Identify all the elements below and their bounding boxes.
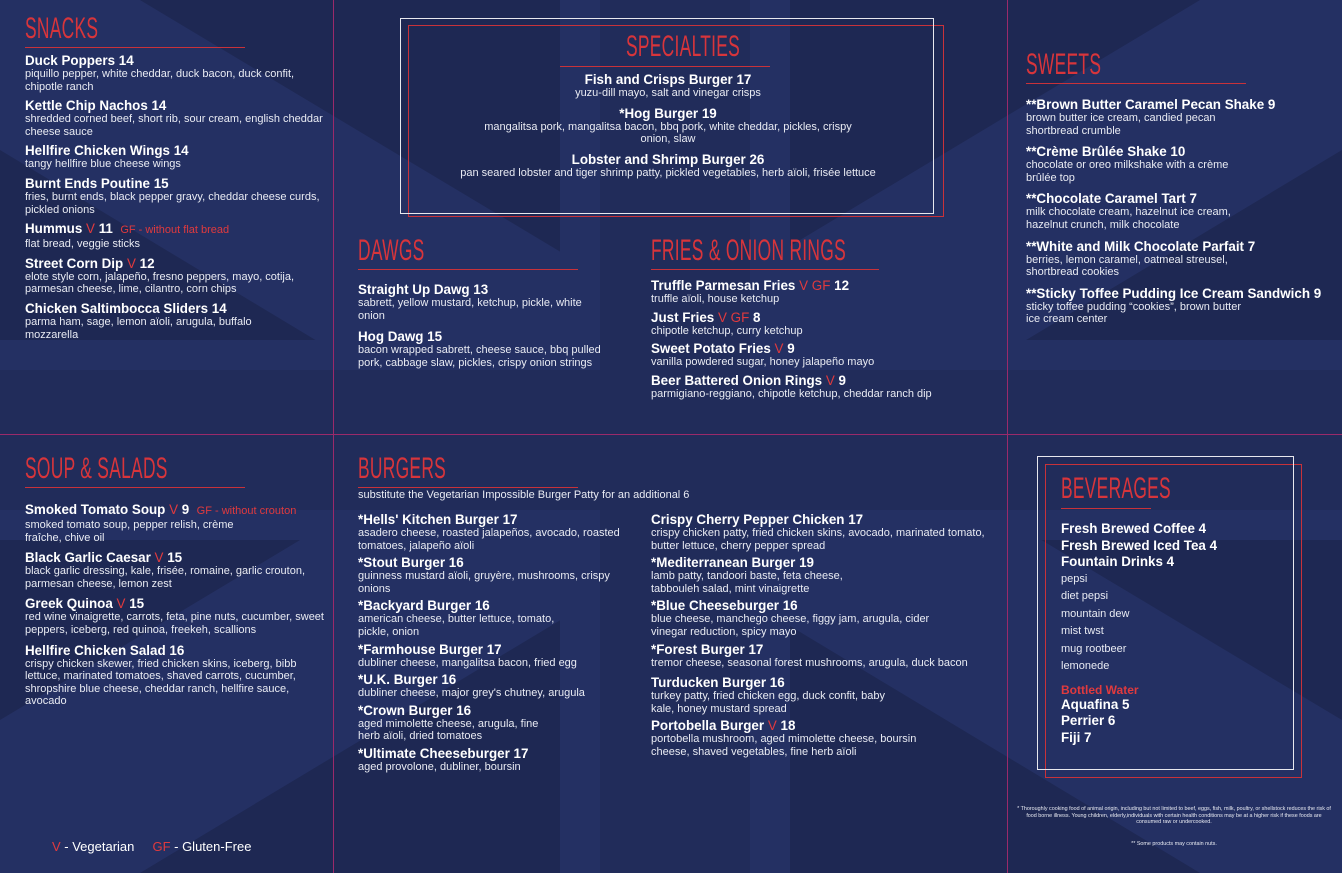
menu-item <box>358 512 643 552</box>
item-name: Straight Up Dawg 13 <box>358 282 489 297</box>
legend-gf-mark: GF <box>152 839 171 854</box>
menu-item <box>25 221 325 251</box>
menu-item <box>358 703 643 743</box>
menu-item <box>25 143 325 171</box>
item-name: Hellfire Chicken Salad 16 <box>25 642 185 658</box>
menu-item <box>651 512 1001 552</box>
item-name: Crispy Cherry Pepper Chicken 17 <box>651 512 864 527</box>
menu-item <box>25 301 325 341</box>
item-name: Beer Battered Onion Rings <box>651 372 823 388</box>
item-name: Smoked Tomato Soup <box>25 502 166 517</box>
menu-item <box>25 98 325 138</box>
item-desc: mangalitsa pork, mangalitsa bacon, bbq pork, white cheddar, pickles, crispy onion, slaw <box>484 120 852 146</box>
item-desc: brown butter ice cream, candied pecan shortbread crumble <box>1026 112 1216 137</box>
menu-item <box>1026 191 1326 231</box>
item-name: *Stout Burger 16 <box>358 555 464 571</box>
menu-item <box>25 643 325 708</box>
item-desc: fries, burnt ends, black pepper gravy, cheddar cheese curds, pickled onions <box>25 190 320 216</box>
item-name: *Crown Burger 16 <box>358 702 472 718</box>
fries-list <box>651 278 1001 400</box>
vegetarian-mark: V <box>126 255 136 271</box>
specialties-underline <box>560 66 770 67</box>
item-name: *Hog Burger 19 <box>619 105 717 121</box>
vegetarian-mark: V <box>718 309 727 325</box>
menu-item <box>25 176 325 216</box>
item-desc: sticky toffee pudding “cookies”, brown butter ice cream center <box>1026 300 1242 326</box>
sweets-list <box>1026 97 1326 326</box>
item-name-row <box>25 221 325 238</box>
beverages-underline <box>1061 508 1151 509</box>
item-name: Portobella Burger <box>651 718 765 734</box>
item-desc: yuzu-dill mayo, salt and vinegar crisps <box>575 87 761 99</box>
item-name-row <box>25 256 325 271</box>
item-price: 12 <box>139 255 155 271</box>
item-name: *Hells' Kitchen Burger 17 <box>358 512 518 527</box>
item-name: Fish and Crisps Burger 17 <box>584 72 752 87</box>
vegetarian-mark: V <box>799 278 809 293</box>
item-desc: parmigiano-reggiano, chipotle ketchup, cheddar ranch dip <box>651 387 932 400</box>
item-desc: shredded corned beef, short rib, sour cream, english cheddar cheese sauce <box>25 113 323 138</box>
item-name: Kettle Chip Nachos 14 <box>25 98 167 114</box>
divider-vertical-right <box>1007 0 1008 873</box>
section-title-fries: FRIES & ONION RINGS <box>651 234 847 267</box>
item-desc: truffle aïoli, house ketchup <box>651 293 780 305</box>
item-name-row <box>651 278 1001 293</box>
vegetarian-mark: V <box>154 550 164 566</box>
section-title-specialties: SPECIALTIES <box>626 30 741 63</box>
item-desc: milk chocolate cream, hazelnut ice cream, hazelnut crunch, milk chocolate <box>1026 206 1231 231</box>
menu-item <box>25 596 325 636</box>
menu-item <box>651 598 1001 638</box>
item-price: 9 <box>181 502 190 517</box>
soups-list <box>25 502 325 708</box>
soda-item: mountain dew <box>1061 607 1130 620</box>
nuts-footnote: ** Some products may contain nuts. <box>1131 841 1217 847</box>
menu-item <box>25 502 325 544</box>
menu-item <box>1026 144 1326 184</box>
item-name: Street Corn Dip <box>25 255 124 271</box>
item-name-row <box>25 596 325 611</box>
item-price: 15 <box>167 550 183 566</box>
water-item: Aquafina 5 <box>1061 696 1130 712</box>
divider-horizontal <box>0 434 1342 435</box>
item-desc: dubliner cheese, mangalitsa bacon, fried egg <box>358 656 577 669</box>
soda-item: pepsi <box>1061 572 1088 585</box>
item-name: *U.K. Burger 16 <box>358 672 457 688</box>
menu-item <box>405 152 931 180</box>
item-desc: berries, lemon caramel, oatmeal streusel, shortbread cookies <box>1026 253 1228 279</box>
vegetarian-mark: V <box>169 502 179 517</box>
item-price: 12 <box>834 278 850 293</box>
item-name: *Forest Burger 17 <box>651 641 764 657</box>
burgers-list-right <box>651 512 1001 759</box>
burgers-list-left <box>358 512 643 774</box>
item-desc: tremor cheese, seasonal forest mushrooms, arugula, duck bacon <box>651 656 968 669</box>
item-desc: aged provolone, dubliner, boursin <box>358 760 521 773</box>
beverages-list <box>1061 521 1281 746</box>
section-title-dawgs: DAWGS <box>358 234 425 267</box>
item-desc: red wine vinaigrette, carrots, feta, pine nuts, cucumber, sweet peppers, iceberg, red quinoa, freekeh, scallions <box>25 611 324 636</box>
menu-item <box>1026 239 1326 279</box>
item-desc: aged mimolette cheese, arugula, fine herb aïoli, dried tomatoes <box>358 717 539 743</box>
item-name: Black Garlic Caesar <box>25 550 151 566</box>
soda-item: mist twst <box>1061 625 1104 637</box>
menu-item <box>25 53 325 93</box>
gluten-free-mark: GF <box>730 309 750 325</box>
item-price: 9 <box>838 372 846 388</box>
soda-item: mug rootbeer <box>1061 642 1127 655</box>
item-desc: portobella mushroom, aged mimolette cheese, boursin cheese, shaved vegetables, fine herb aïoli <box>651 733 917 758</box>
vegetarian-mark: V <box>86 221 95 237</box>
item-desc: pan seared lobster and tiger shrimp patty, pickled vegetables, herb aïoli, frisée lettuce <box>460 166 876 179</box>
vegetarian-mark: V <box>767 718 777 734</box>
section-title-snacks: SNACKS <box>25 12 99 45</box>
soups-underline <box>25 487 245 488</box>
divider-vertical-left <box>333 0 334 873</box>
item-name: Duck Poppers 14 <box>25 53 134 68</box>
legend <box>52 839 251 854</box>
menu-item <box>651 341 1001 369</box>
legend-v-mark: V <box>52 839 61 854</box>
gluten-free-mark: GF <box>811 278 831 293</box>
legend-v-text: - Vegetarian <box>60 839 135 854</box>
item-name: *Blue Cheeseburger 16 <box>651 598 798 614</box>
menu-item <box>358 329 603 369</box>
item-name: Just Fries <box>651 309 715 325</box>
soda-item: diet pepsi <box>1061 590 1109 602</box>
menu-item <box>25 550 325 590</box>
item-name-row <box>651 310 1001 325</box>
menu-item <box>358 282 603 322</box>
item-desc: smoked tomato soup, pepper relish, crème fraîche, chive oil <box>25 519 234 544</box>
item-name: Burnt Ends Poutine 15 <box>25 175 169 191</box>
specialties-list <box>405 72 931 179</box>
item-name: **Sticky Toffee Pudding Ice Cream Sandwich 9 <box>1026 285 1322 301</box>
dawgs-list <box>358 282 603 369</box>
menu-item <box>651 310 1001 338</box>
burgers-underline <box>358 487 578 488</box>
menu-item <box>358 642 643 670</box>
item-price: 9 <box>787 341 795 357</box>
menu-item <box>405 106 931 146</box>
menu-item <box>651 555 1001 595</box>
item-name: **Brown Butter Caramel Pecan Shake 9 <box>1026 97 1276 112</box>
vegetarian-mark: V <box>774 341 784 357</box>
vegetarian-mark: V <box>825 372 835 388</box>
snacks-list <box>25 53 325 341</box>
water-item: Perrier 6 <box>1061 713 1116 728</box>
bottled-water-title: Bottled Water <box>1061 682 1139 697</box>
item-name-row <box>651 373 1001 388</box>
legend-gf-text: - Gluten-Free <box>170 839 252 854</box>
item-name-row <box>651 718 1001 733</box>
item-desc: piquillo pepper, white cheddar, duck bacon, duck confit, chipotle ranch <box>25 68 295 93</box>
menu-item <box>651 278 1001 306</box>
menu-item <box>358 672 643 700</box>
item-desc: crispy chicken patty, fried chicken skins, avocado, marinated tomato, butter lettuce, cherry pepper spread <box>651 527 985 552</box>
section-title-sweets: SWEETS <box>1026 48 1102 81</box>
item-desc: elote style corn, jalapeño, fresno peppers, mayo, cotija, parmesan cheese, lime, cilantro, corn chips <box>25 270 295 296</box>
item-name: Greek Quinoa <box>25 596 113 612</box>
section-title-beverages: BEVERAGES <box>1061 472 1171 505</box>
item-desc: american cheese, butter lettuce, tomato, pickle, onion <box>358 613 555 638</box>
food-safety-footnote: * Thoroughly cooking food of animal origin, including but not limited to beef, eggs, fish, milk, poultry, or shellstock reduces the risk of food borne illness. Young children, elderly,individuals with certain health conditions may be at a higher risk if these foods are consumed raw or undercooked. <box>1017 806 1331 825</box>
vegetarian-mark: V <box>116 596 126 612</box>
item-name: **White and Milk Chocolate Parfait 7 <box>1026 238 1256 254</box>
item-price: 8 <box>753 309 761 325</box>
item-desc: chipotle ketchup, curry ketchup <box>651 324 803 337</box>
menu-item <box>651 373 1001 401</box>
section-title-burgers: BURGERS <box>358 452 447 485</box>
item-price: 18 <box>780 718 796 734</box>
item-name: Hummus <box>25 221 83 237</box>
item-name: **Chocolate Caramel Tart 7 <box>1026 191 1197 207</box>
item-name: Hellfire Chicken Wings 14 <box>25 143 189 159</box>
item-name: *Mediterranean Burger 19 <box>651 555 814 571</box>
item-desc: asadero cheese, roasted jalapeños, avocado, roasted tomatoes, jalapeño aïoli <box>358 527 620 552</box>
item-desc: vanilla powdered sugar, honey jalapeño mayo <box>651 356 875 369</box>
item-name: *Farmhouse Burger 17 <box>358 641 502 657</box>
item-name: Lobster and Shrimp Burger 26 <box>571 151 765 167</box>
item-name: Sweet Potato Fries <box>651 341 771 357</box>
menu-item <box>358 598 643 638</box>
item-name-row <box>651 341 1001 356</box>
menu-item <box>405 72 931 100</box>
dawgs-underline <box>358 269 578 270</box>
item-name: Turducken Burger 16 <box>651 675 785 691</box>
item-name: *Ultimate Cheeseburger 17 <box>358 745 529 761</box>
gluten-free-note: GF - without crouton <box>196 505 297 517</box>
item-desc: tangy hellfire blue cheese wings <box>25 158 181 171</box>
snacks-underline <box>25 47 245 48</box>
menu-item <box>358 746 643 774</box>
item-name: Truffle Parmesan Fries <box>651 278 796 293</box>
water-item: Fiji 7 <box>1061 729 1092 745</box>
item-name: Hog Dawg 15 <box>358 329 443 345</box>
item-desc: dubliner cheese, major grey's chutney, arugula <box>358 687 585 700</box>
item-desc: black garlic dressing, kale, frisée, romaine, garlic crouton, parmesan cheese, lemon zest <box>25 565 306 590</box>
menu-item <box>25 256 325 296</box>
menu-item <box>1026 97 1326 137</box>
item-desc: lamb patty, tandoori baste, feta cheese, tabbouleh salad, mint vinaigrette <box>651 570 843 595</box>
menu-item <box>358 555 643 595</box>
item-desc: turkey patty, fried chicken egg, duck confit, baby kale, honey mustard spread <box>651 690 885 715</box>
item-name: Chicken Saltimbocca Sliders 14 <box>25 300 227 316</box>
section-title-soup-salads: SOUP & SALADS <box>25 452 168 485</box>
item-name: **Crème Brûlée Shake 10 <box>1026 144 1186 160</box>
gluten-free-note: GF - without flat bread <box>120 224 230 237</box>
item-price: 15 <box>129 596 145 612</box>
item-name-row <box>25 550 325 565</box>
item-price: 11 <box>98 221 113 237</box>
drink-item: Fresh Brewed Iced Tea 4 <box>1061 537 1218 553</box>
menu-item <box>651 642 1001 670</box>
menu-item <box>651 718 1001 758</box>
drink-item: Fountain Drinks 4 <box>1061 554 1175 569</box>
item-desc: crispy chicken skewer, fried chicken skins, iceberg, bibb lettuce, marinated tomatoes, shaved carrots, cucumber, shropshire blue cheese, cheddar ranch, hellfire sauce, avocado <box>25 657 297 708</box>
fries-underline <box>651 269 879 270</box>
item-name-row <box>25 502 325 519</box>
item-name: *Backyard Burger 16 <box>358 598 490 614</box>
item-desc: guinness mustard aïoli, gruyère, mushrooms, crispy onions <box>358 570 610 595</box>
menu-item <box>1026 286 1326 326</box>
item-desc: flat bread, veggie sticks <box>25 238 140 251</box>
soda-item: lemonede <box>1061 660 1110 672</box>
sweets-underline <box>1026 83 1246 84</box>
burgers-subtitle: substitute the Vegetarian Impossible Burger Patty for an additional 6 <box>358 489 690 501</box>
item-desc: chocolate or oreo milkshake with a crème brûlée top <box>1026 159 1229 184</box>
menu-item <box>651 675 1001 715</box>
item-desc: sabrett, yellow mustard, ketchup, pickle, white onion <box>358 297 582 322</box>
item-desc: parma ham, sage, lemon aïoli, arugula, buffalo mozzarella <box>25 315 252 341</box>
item-desc: bacon wrapped sabrett, cheese sauce, bbq pulled pork, cabbage slaw, pickles, crispy onion strings <box>358 344 601 369</box>
item-desc: blue cheese, manchego cheese, figgy jam, arugula, cider vinegar reduction, spicy mayo <box>651 613 930 638</box>
drink-item: Fresh Brewed Coffee 4 <box>1061 521 1207 536</box>
